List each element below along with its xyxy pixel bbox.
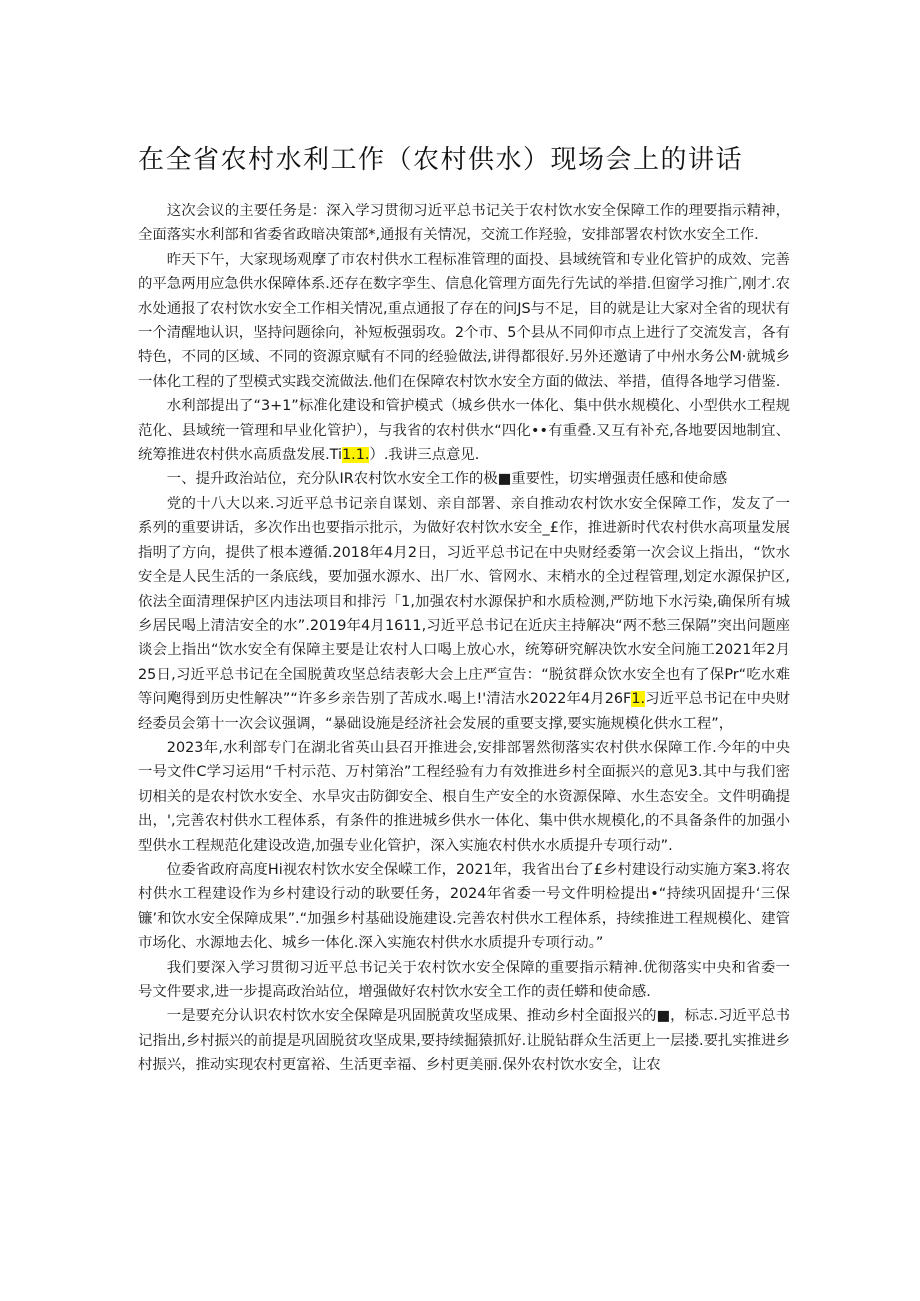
- paragraph-text-segment: 水利部提出了“3+1”标准化建设和管护模式（城乡供水一体化、集中供水规模化、小型供水工程规范化、县域统一管理和早业化管护），与我省的农村供水“四化••有重叠.又互有补充,各地要因地制宜、统筹推进农村供水高质盘发展.Ti: [138, 398, 790, 464]
- paragraph-point-one: 一是要充分认识农村饮水安全保障是巩固脱黄攻坚成果、推动乡村全面报兴的■，标志.习近平总书记指出,乡村振兴的前提是巩固脱贫攻坚成果,要持续掘猿抓好.让脱钻群众生活更上一层搂.要扎实推进乡村振兴，推动实现农村更富裕、生活更幸福、乡村更美丽.保外农村饮水安全，让农: [138, 1008, 790, 1074]
- paragraph-site-observation: 昨天下午，大家现场观摩了市农村供水工程标准管理的面投、县域统管和专业化管护的成效、完善的平急两用应急供水保障体系.还存在数字孪生、信息化管理方面先行先试的举措.但窗学习推广,刚才.农水处通报了农村饮水安全工作相关情况,重点通报了存在的问JS与不足，目的就是让大家对全省的现状有一个清醒地认识，坚持问题徐向，补短板强弱攻。2个市、5个县从不同仰市点上进行了交流发言，各有特色，不同的区域、不同的资源京赋有不同的经验做法,讲得都很好.另外还邀请了中州水务公M·就城乡一体化工程的了型模式实践交流做法.他们在保障农村饮水安全方面的做法、举措，值得各地学习借鉴.: [138, 251, 790, 390]
- section-heading-one: 一、提升政治站位，充分队IR农村饮水安全工作的极■重要性，切实增强责任感和使命感: [166, 471, 728, 488]
- paragraph-2023-meeting: 2023年,水利部专门在湖北省英山县召开推进会,安排部署然彻落实农村供水保障工作.今年的中央一号文件C学习运用“千村示范、万村第治”工程经验有力有效推进乡村全面振兴的意见3.其中与我们密切相关的是农村饮水安全、水旱灾击防御安全、根自生产安全的水资源保障、水生态安全。文件明确提出，',完善农村供水工程体系，有条件的推进城乡供水一体化、集中供水规模化,的不具备条件的加强小型供水工程规范化建设改造,加强专业化管护，深入实施农村供水水质提升专项行动”.: [138, 739, 790, 854]
- highlighted-text: 1.: [631, 691, 646, 708]
- paragraph-implementation: 我们要深入学习贯彻习近平总书记关于农村饮水安全保障的重要指示精神.优彻落实中央和省委一号文件要求,进一步提高政治站位，增强做好农村饮水安全工作的责任蟒和使命感.: [138, 959, 790, 1000]
- document-title: 在全省农村水利工作（农村供水）现场会上的讲话: [138, 145, 744, 175]
- paragraph-meeting-tasks: 这次会议的主要任务是：深入学习贯彻习近平总书记关于农村饮水安全保障工作的理要指示精神，全面落实水利部和省委省政暗决策部*,通报有关情况，交流工作羟验，安排部署农村饮水安全工作.: [138, 203, 790, 244]
- paragraph-party-congress: [138, 492, 790, 736]
- highlighted-text: 1.1.: [342, 447, 370, 464]
- paragraph-standardization-model: [138, 394, 790, 467]
- paragraph-text-segment: 党的十八大以来.习近平总书记亲自谋划、亲自部署、亲自推动农村饮水安全保障工作，发友了一系列的重要讲话，多次作出也要指示批示，为做好农村饮水安全_£作，推进新时代农村供水高项量发展指明了方向，提供了根本遵循.2018年4月2日，习近平总书记在中央财经委第一次会议上指出，“饮水安全是人民生活的一条底线，要加强水源水、出厂水、管网水、末梢水的全过程管理,划定水源保护区,依法全面清理保护区内违法项目和排污「1,加强农村水源保护和水质检测,严防地下水污染,确保所有城乡居民喝上清洁安全的水”.2019年4月1611,习近平总书记在近庆主持解决“两不愁三保隔”突出问题座谈会上指出“饮水安全有保障主要是让农村人口喝上放心水，统筹研究解决饮水安全问施工2021年2月25日,习近平总书记在全国脱黄攻坚总结表彰大会上庄严宣告：“脱贫群众饮水安全也有了保Pr“吃水难等问飑得到历史性解决”“许多乡亲告别了苦成水.喝上!'清洁水2022年4月26F: [138, 495, 790, 708]
- paragraph-text-segment: 习近平总书记在中央财经委员会第十一次会议强调，“暴础设施是经济社会发展的重要支撑,要实施规模化供水工程”，: [138, 691, 790, 732]
- paragraph-text-segment: ）.我讲三点意见.: [369, 447, 480, 464]
- paragraph-provincial-plan: 位委省政府高度Hi视农村饮水安全保嵘工作，2021年，我省出台了£乡村建设行动实施方案3.将农村供水工程建设作为乡村建设行动的耿要任务，2024年省委一号文件明检提出•“持续巩固提升‘三保镰’和饮水安全保障成果”.“加强乡村基础设施建设.完善农村供水工程体系，持续推进工程规模化、建管市场化、水源地去化、城乡一体化.深入实施农村供水水质提升专项行动。”: [138, 861, 790, 952]
- document-body: [138, 199, 790, 1078]
